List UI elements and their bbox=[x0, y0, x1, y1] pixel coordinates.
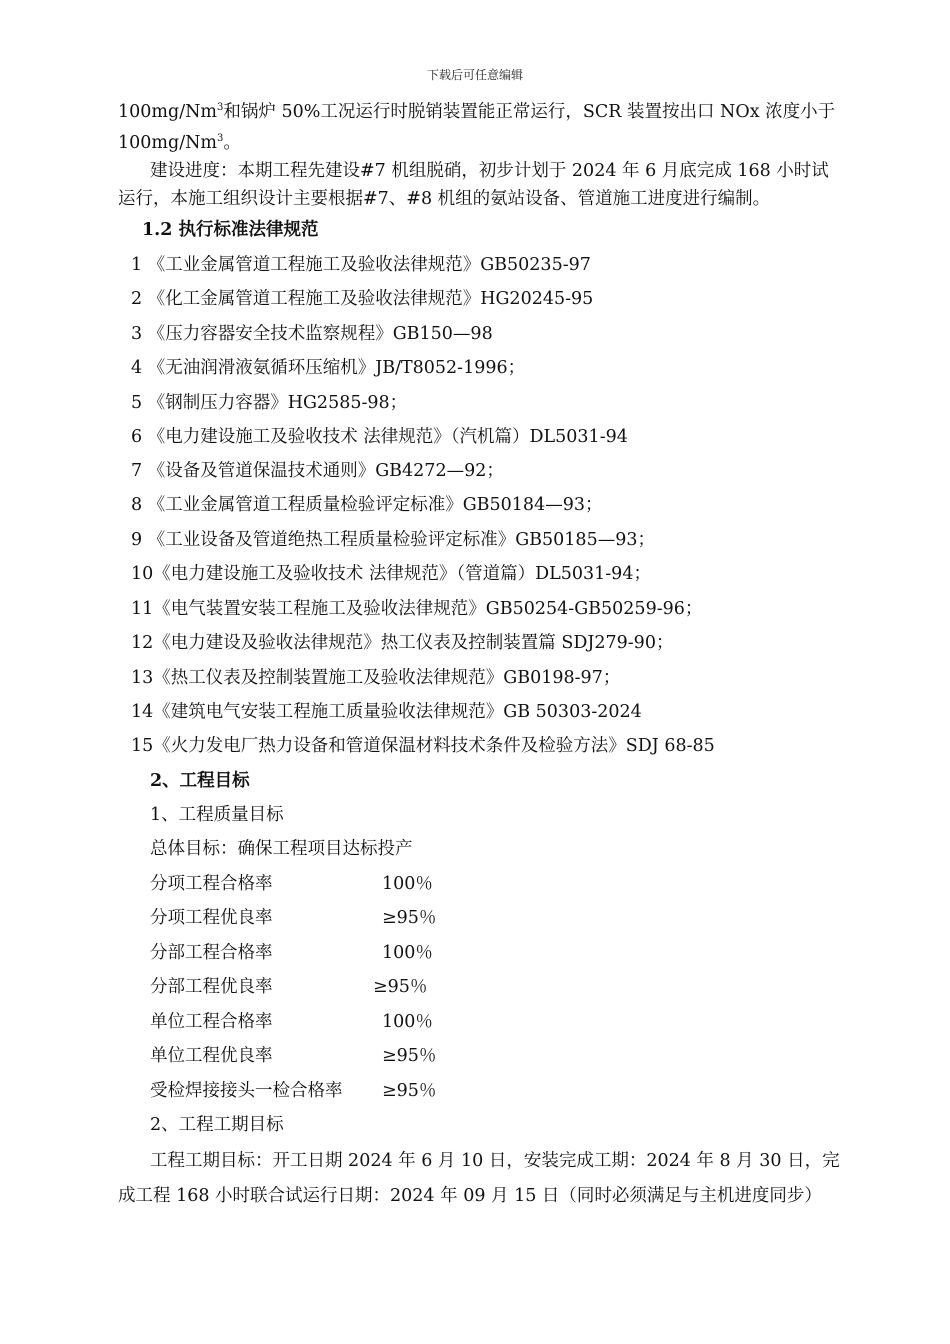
standard-item: 2 《化工金属管道工程施工及验收法律规范》HG20245-95 bbox=[131, 289, 594, 309]
intro-paragraph-line-2 bbox=[118, 132, 241, 154]
progress-paragraph-line-1: 建设进度：本期工程先建设#7 机组脱硝，初步计划于 2024 年 6 月底完成 168 小时试 bbox=[150, 161, 829, 181]
period: 。 bbox=[223, 133, 241, 153]
intro-paragraph-line-1 bbox=[118, 101, 835, 123]
standard-item: 13《热工仪表及控制装置施工及验收法律规范》GB0198-97； bbox=[131, 668, 621, 688]
standard-item: 15《火力发电厂热力设备和管道保温材料技术条件及检验方法》SDJ 68-85 bbox=[131, 736, 715, 756]
quality-row-value: ≥95％ bbox=[382, 1046, 437, 1066]
superscript: 3 bbox=[217, 102, 224, 113]
standard-item: 5 《钢制压力容器》HG2585-98； bbox=[131, 393, 408, 413]
quality-row-label: 分部工程合格率 bbox=[150, 943, 273, 963]
standard-item: 6 《电力建设施工及验收技术 法律规范》（汽机篇）DL5031-94 bbox=[131, 427, 628, 447]
section-heading-1-2: 1.2 执行标准法律规范 bbox=[142, 220, 319, 240]
standard-item: 14《建筑电气安装工程施工质量验收法律规范》GB 50303-2024 bbox=[131, 702, 642, 722]
quality-row-label: 受检焊接接头一检合格率 bbox=[150, 1081, 343, 1101]
standard-item: 8 《工业金属管道工程质量检验评定标准》GB50184—93； bbox=[131, 495, 603, 515]
standard-item: 1 《工业金属管道工程施工及验收法律规范》GB50235-97 bbox=[131, 255, 591, 275]
standard-item: 10《电力建设施工及验收技术 法律规范》（管道篇）DL5031-94； bbox=[131, 564, 651, 584]
superscript: 3 bbox=[217, 133, 224, 144]
unit-text: 100mg/Nm bbox=[118, 133, 218, 153]
quality-row-value: 100％ bbox=[382, 1012, 433, 1032]
section-heading-2: 2、工程目标 bbox=[150, 771, 250, 791]
unit-text: 100mg/Nm bbox=[118, 102, 218, 122]
quality-row-label: 分部工程优良率 bbox=[150, 977, 273, 997]
standard-item: 9 《工业设备及管道绝热工程质量检验评定标准》GB50185—93； bbox=[131, 530, 655, 550]
quality-row-value: 100％ bbox=[382, 943, 433, 963]
quality-row-label: 单位工程优良率 bbox=[150, 1046, 273, 1066]
standard-item: 4 《无油润滑液氨循环压缩机》JB/T8052-1996； bbox=[131, 358, 526, 378]
quality-overall: 总体目标：确保工程项目达标投产 bbox=[150, 839, 413, 859]
quality-row-value: 100％ bbox=[382, 874, 433, 894]
page-header: 下载后可任意编辑 bbox=[426, 68, 523, 82]
quality-row-label: 分项工程优良率 bbox=[150, 908, 273, 928]
standard-item: 11《电气装置安装工程施工及验收法律规范》GB50254-GB50259-96； bbox=[131, 599, 703, 619]
schedule-heading: 2、工程工期目标 bbox=[150, 1115, 284, 1135]
intro-text: 和锅炉 50%工况运行时脱销装置能正常运行，SCR 装置按出口 NOx 浓度小于 bbox=[223, 102, 836, 122]
quality-row-value: ≥95％ bbox=[382, 908, 437, 928]
progress-paragraph-line-2: 运行，本施工组织设计主要根据#7、#8 机组的氨站设备、管道施工进度进行编制。 bbox=[118, 189, 771, 209]
standard-item: 7 《设备及管道保温技术通则》GB4272—92； bbox=[131, 461, 504, 481]
quality-row-value: ≥95％ bbox=[373, 977, 428, 997]
standard-item: 12《电力建设及验收法律规范》热工仪表及控制装置篇 SDJ279-90； bbox=[131, 633, 674, 653]
schedule-line-2: 成工程 168 小时联合试运行日期：2024 年 09 月 15 日（同时必须满足与主机进度同步） bbox=[118, 1186, 822, 1206]
quality-row-label: 分项工程合格率 bbox=[150, 874, 273, 894]
schedule-line-1: 工程工期目标：开工日期 2024 年 6 月 10 日，安装完成工期：2024 年 8 月 30 日，完 bbox=[150, 1151, 840, 1171]
quality-heading: 1、工程质量目标 bbox=[150, 805, 284, 825]
quality-row-label: 单位工程合格率 bbox=[150, 1012, 273, 1032]
standard-item: 3 《压力容器安全技术监察规程》GB150—98 bbox=[131, 324, 493, 344]
quality-row-value: ≥95％ bbox=[382, 1081, 437, 1101]
